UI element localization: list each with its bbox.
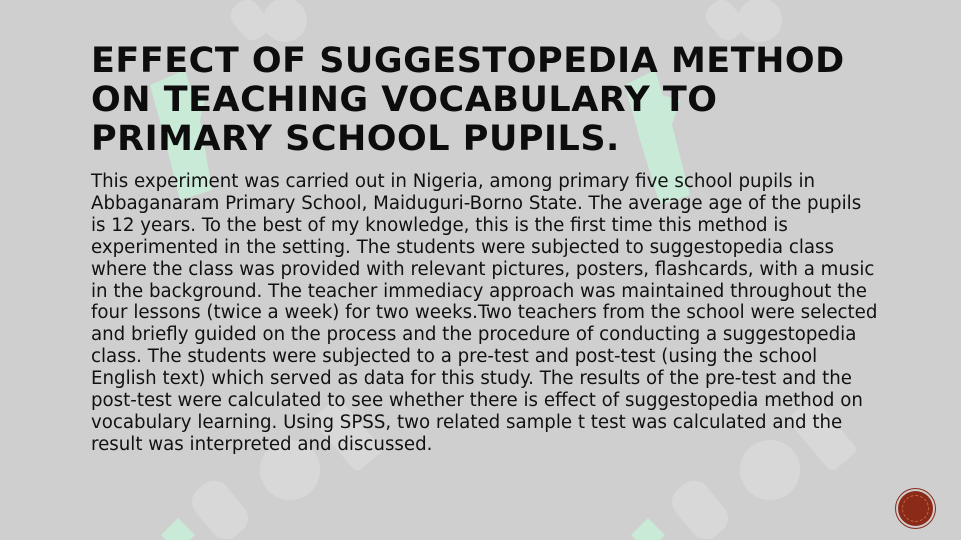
slide-body-text: This experiment was carried out in Nigeria, among primary five school pupils in Abbaganaram Primary School, Maiduguri-Borno State. The average age of the pupils is 12 years. To the best of my knowledge, this is the first time this method is experimented in the setting. The students were subjected to suggestopedia class where the class was provided with relevant pictures, posters, flashcards, with a music in the background. The teacher immediacy approach was maintained throughout the four lessons (twice a week) for two weeks.Two teachers from the school were selected and briefly guided on the process and the procedure of conducting a suggestopedia class. The students were subjected to a pre-test and post-test (using the school English text) which served as data for this study. The results of the pre-test and the post-test were calculated to see whether there is effect of suggestopedia method on vocabulary learning. Using SPSS, two related sample t test was calculated and the result was interpreted and discussed. [91,171,878,455]
circle-nav-icon[interactable] [898,491,933,526]
watermark-letters-top [226,0,782,45]
slide-title: EFFECT OF SUGGESTOPEDIA METHOD ON TEACHING VOCABULARY TO PRIMARY SCHOOL PUPILS. [91,41,845,159]
